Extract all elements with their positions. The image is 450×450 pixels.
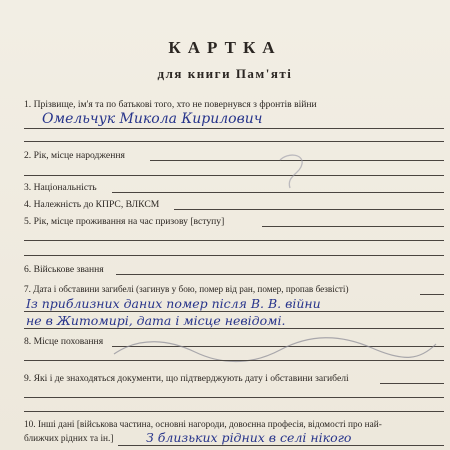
field-3-line	[112, 192, 444, 193]
field-10-value: З близьких рідних в селі нікого	[146, 430, 352, 445]
field-1-line	[24, 128, 444, 129]
card-subtitle: для книги Пам'яті	[157, 66, 293, 81]
field-9-line-2	[24, 397, 444, 398]
field-8-label: 8. Місце поховання	[24, 336, 104, 347]
field-10-label-line-1: 10. Інші дані [військова частина, основні нагороди, довоєнна професія, відомості про най-	[24, 420, 382, 430]
field-9-label: 9. Які і де знаходяться документи, що підтверджують дату і обставини загибелі	[24, 373, 349, 384]
field-10-label-line-2: ближчих рідних та ін.]	[24, 434, 114, 444]
field-3-label: 3. Національність	[24, 182, 97, 193]
field-7-label: 7. Дата і обставини загибелі (загинув у бою, помер від ран, помер, пропав безвісті)	[24, 284, 349, 294]
field-7-line	[420, 294, 444, 295]
field-2-line-2	[24, 175, 444, 176]
field-5-line	[262, 226, 444, 227]
field-4-label: 4. Належність до КПРС, ВЛКСМ	[24, 199, 160, 210]
field-9-line-3	[24, 411, 444, 412]
field-8-line-2	[24, 360, 444, 361]
field-5-line-2	[24, 240, 444, 241]
field-7-value-line-1: Із приблизних даних помер після В. В. війни	[26, 296, 321, 311]
field-6-label: 6. Військове звання	[24, 264, 104, 275]
field-7-value-line-2: не в Житомирі, дата і місце невідомі.	[26, 313, 286, 328]
field-9-line	[380, 383, 444, 384]
field-7-line-2	[24, 311, 444, 312]
field-1-label: 1. Прізвище, ім'я та по батькові того, хто не повернувся з фронтів війни	[24, 99, 317, 110]
field-7-line-3	[24, 328, 444, 329]
field-1-line-2	[24, 141, 444, 142]
field-4-line	[174, 209, 444, 210]
field-1-value: Омельчук Микола Кирилович	[42, 111, 263, 127]
field-6-line	[116, 274, 444, 275]
field-2-label: 2. Рік, місце народження	[24, 150, 125, 161]
pencil-mark	[272, 150, 312, 192]
field-5-label: 5. Рік, місце проживання на час призову [вступу]	[24, 216, 225, 227]
card-title: КАРТКА	[168, 38, 282, 57]
field-5-line-3	[24, 255, 444, 256]
